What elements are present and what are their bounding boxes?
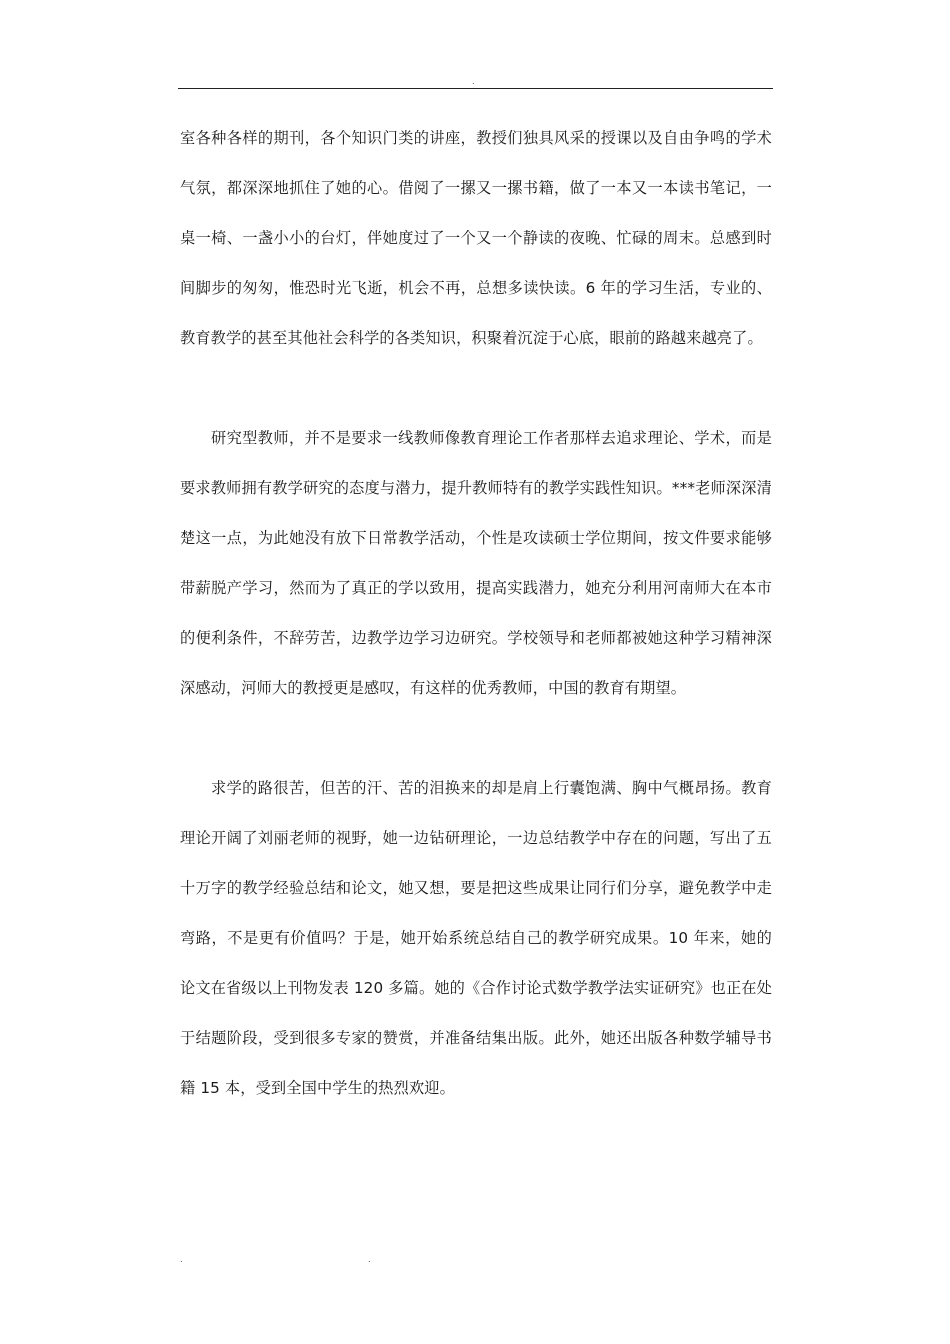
document-body bbox=[180, 113, 772, 1113]
header-dot: . bbox=[472, 77, 475, 86]
paragraph-2: 研究型教师，并不是要求一线教师像教育理论工作者那样去追求理论、学术，而是要求教师拥有教学研究的态度与潜力，提升教师特有的教学实践性知识。***老师深深清楚这一点，为此她没有放下日常教学活动，个性是攻读硕士学位期间，按文件要求能够带薪脱产学习，然而为了真正的学以致用，提高实践潜力，她充分利用河南师大在本市的便利条件，不辞劳苦，边教学边学习边研究。学校领导和老师都被她这种学习精神深深感动，河师大的教授更是感叹，有这样的优秀教师，中国的教育有期望。 bbox=[180, 429, 772, 697]
footer-dot-left: . bbox=[180, 1255, 183, 1264]
paragraph-spacer bbox=[180, 713, 772, 763]
header-rule bbox=[178, 88, 773, 89]
footer-dot-right: . bbox=[368, 1255, 371, 1264]
paragraph-3: 求学的路很苦，但苦的汗、苦的泪换来的却是肩上行囊饱满、胸中气概昂扬。教育理论开阔了刘丽老师的视野，她一边钻研理论，一边总结教学中存在的问题，写出了五十万字的教学经验总结和论文，她又想，要是把这些成果让同行们分享，避免教学中走弯路，不是更有价值吗？于是，她开始系统总结自己的教学研究成果。10 年来，她的论文在省级以上刊物发表 120 多篇。她的《合作讨论式数学教学法实证研究》也正在处于结题阶段，受到很多专家的赞赏，并准备结集出版。此外，她还出版各种数学辅导书籍 15 本，受到全国中学生的热烈欢迎。 bbox=[180, 779, 772, 1097]
paragraph-spacer bbox=[180, 363, 772, 413]
paragraph-1: 室各种各样的期刊，各个知识门类的讲座，教授们独具风采的授课以及自由争鸣的学术气氛，都深深地抓住了她的心。借阅了一摞又一摞书籍，做了一本又一本读书笔记，一桌一椅、一盏小小的台灯，伴她度过了一个又一个静读的夜晚、忙碌的周末。总感到时间脚步的匆匆，惟恐时光飞逝，机会不再，总想多读快读。6 年的学习生活，专业的、教育教学的甚至其他社会科学的各类知识，积聚着沉淀于心底，眼前的路越来越亮了。 bbox=[180, 129, 772, 347]
